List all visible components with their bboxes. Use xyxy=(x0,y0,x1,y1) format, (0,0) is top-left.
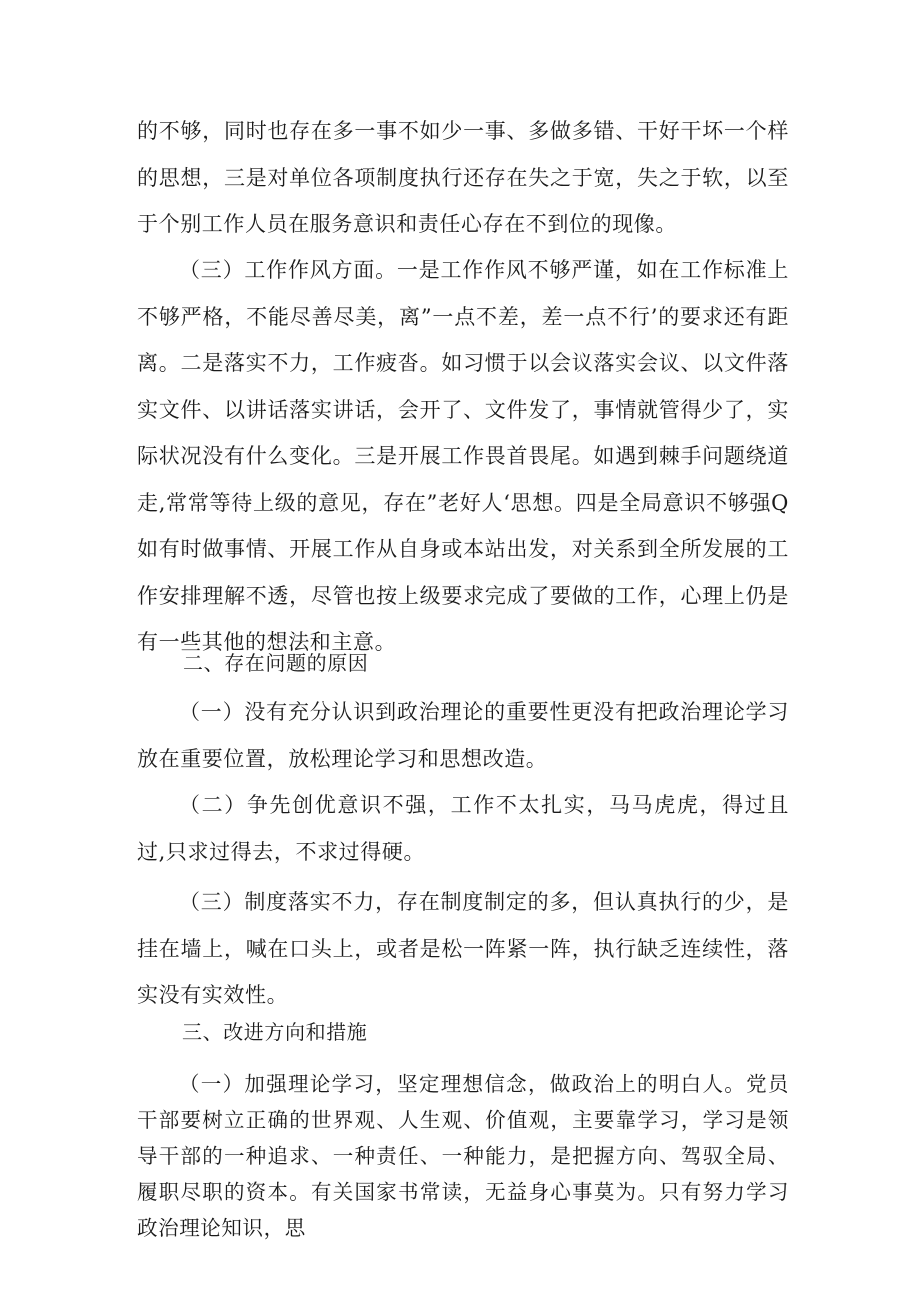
paragraph-cause-3: （三）制度落实不力，存在制度制定的多，但认真执行的少，是挂在墙上，喊在口头上，或者是松一阵紧一阵，执行缺乏连续性，落实没有实效性。 xyxy=(137,890,789,1007)
paragraph-continuation: 的不够，同时也存在多一事不如少一事、多做多错、干好干坏一个样的思想，三是对单位各项制度执行还存在失之于宽，失之于软，以至于个别工作人员在服务意识和责任心存在不到位的现像。 xyxy=(137,119,789,236)
paragraph-cause-2: （二）争先创优意识不强，工作不太扎实，马马虎虎，得过且过,只求过得去，不求过得硬。 xyxy=(137,793,789,864)
paragraph-improvement-1: （一）加强理论学习，坚定理想信念，做政治上的明白人。党员干部要树立正确的世界观、人生观、价值观，主要靠学习，学习是领导干部的一种追求、一种责任、一种能力，是把握方向、驾驭全局、履职尽职的资本。有关国家书常读，无益身心事莫为。只有努力学习政治理论知识，思 xyxy=(137,1072,789,1240)
paragraph-work-style: （三）工作作风方面。一是工作作风不够严谨，如在工作标准上不够严格，不能尽善尽美，离”一点不差，差一点不行’的要求还有距离。二是落实不力，工作疲沓。如习惯于以会议落实会议、以文件落实文件、以讲话落实讲话，会开了、文件发了，事情就管得少了，实际状况没有什么变化。三是开展工作畏首畏尾。如遇到棘手问题绕道走,常常等待上级的意见，存在”老好人‘思想。四是全局意识不够强Q如有时做事情、开展工作从自身或本站出发，对关系到全所发展的工作安排理解不透，尽管也按上级要求完成了要做的工作，心理上仍是有一些其他的想法和主意。 xyxy=(137,258,789,654)
section-heading-improvements: 三、改进方向和措施 xyxy=(182,1020,368,1044)
section-heading-causes: 二、存在问题的原因 xyxy=(183,651,369,675)
paragraph-cause-1: （一）没有充分认识到政治理论的重要性更没有把政治理论学习放在重要位置，放松理论学习和思想改造。 xyxy=(137,700,789,771)
